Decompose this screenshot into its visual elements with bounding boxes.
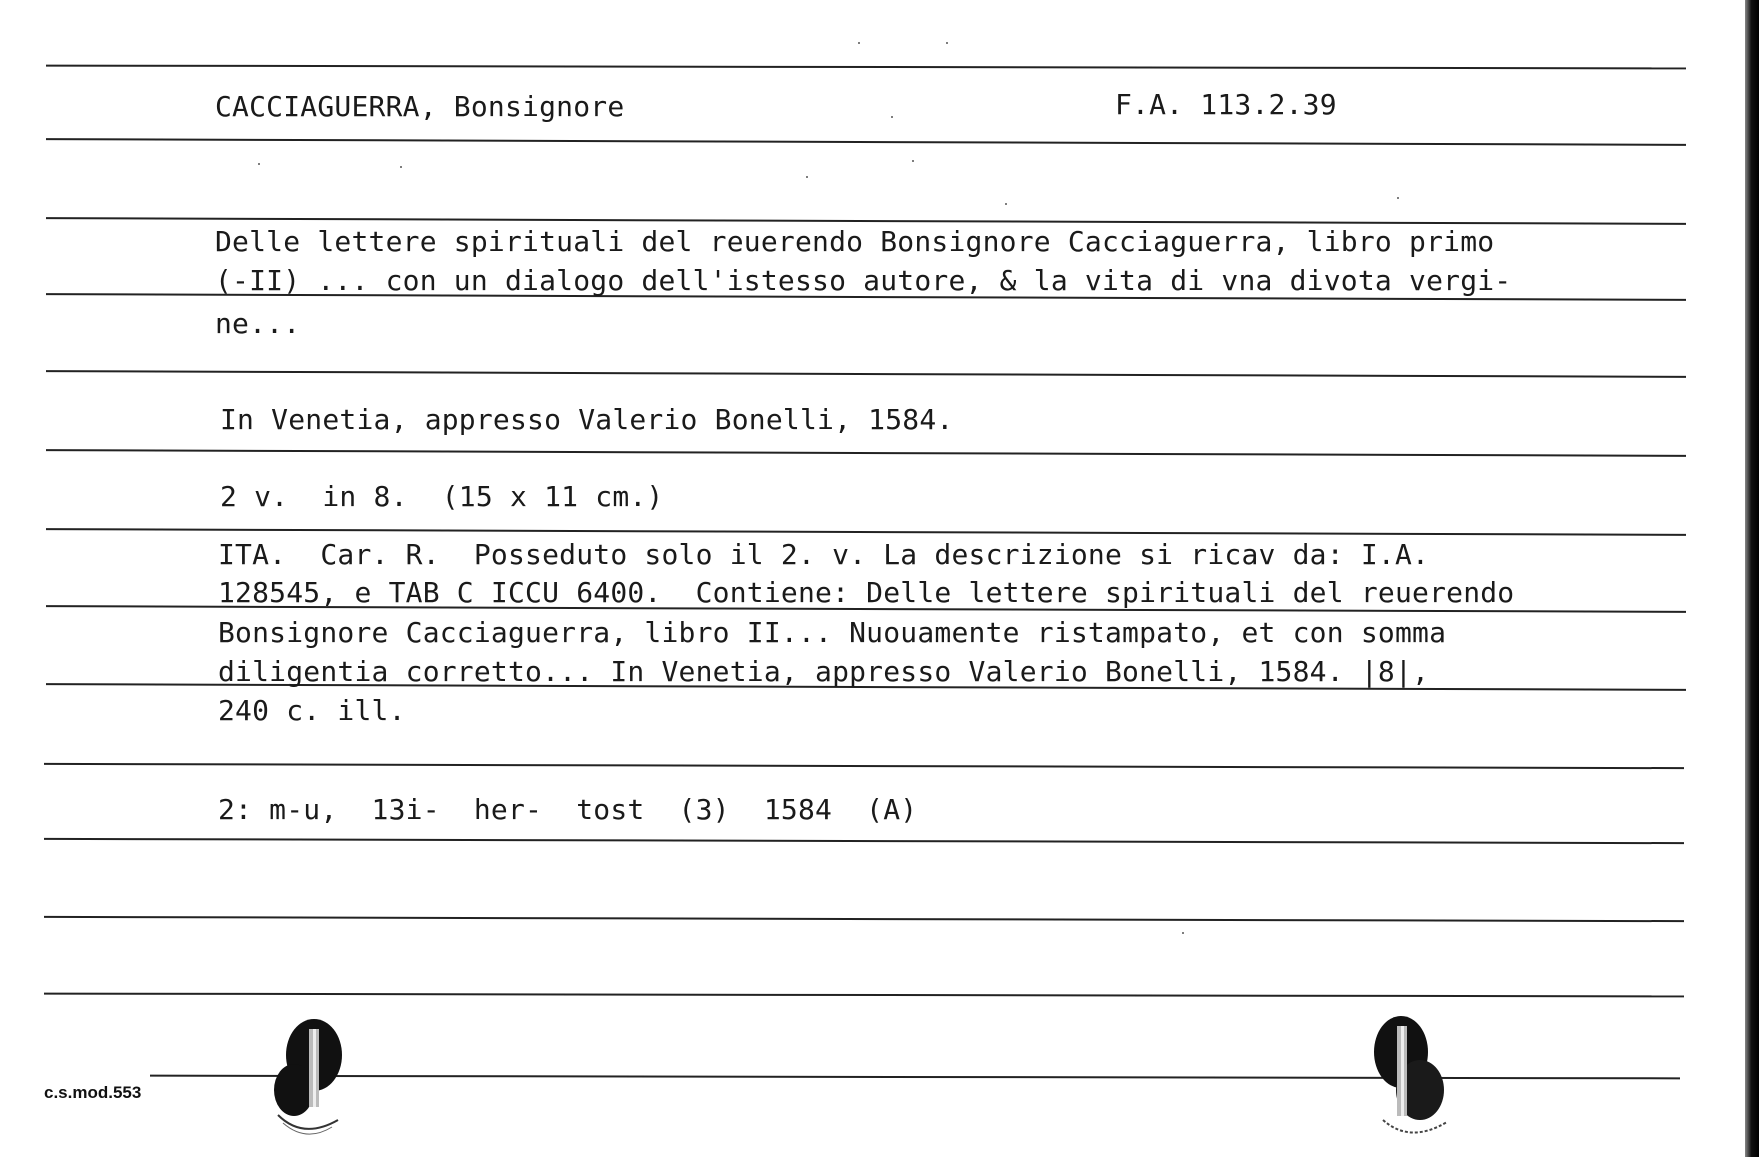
title-line: ne... [215,307,301,340]
ruled-line [46,65,1686,70]
scan-speck [912,160,914,162]
notes-line: 128545, e TAB C ICCU 6400. Contiene: Delle lettere spirituali del reuerendo [218,576,1515,609]
ruled-line [46,138,1686,146]
scan-speck [858,42,860,44]
ruled-line [46,370,1686,378]
notes-line: ITA. Car. R. Posseduto solo il 2. v. La descrizione si ricav da: I.A. [218,538,1430,571]
ruled-line [44,993,1684,998]
scan-speck [1397,197,1399,199]
scan-speck [1182,932,1184,934]
author-heading: CACCIAGUERRA, Bonsignore [215,90,625,123]
scan-speck [400,166,402,168]
scan-speck [946,42,948,44]
scan-speck [1005,203,1007,205]
scan-speck [891,116,893,118]
notes-line: 240 c. ill. [218,694,406,727]
shelfmark: F.A. 113.2.39 [1115,88,1337,121]
ruled-line [44,838,1684,844]
card-edge-shadow [1745,0,1759,1157]
ruled-line [44,763,1684,769]
imprint: In Venetia, appresso Valerio Bonelli, 1584. [220,403,954,436]
title-line: Delle lettere spirituali del reuerendo Bonsignore Cacciaguerra, libro primo [215,225,1495,258]
notes-line: Bonsignore Cacciaguerra, libro II... Nuouamente ristampato, et con somma [218,616,1447,649]
collation: 2 v. in 8. (15 x 11 cm.) [220,480,664,513]
title-line: (-II) ... con un dialogo dell'istesso autore, & la vita di vna divota vergi- [215,264,1512,297]
ruled-line [44,916,1684,922]
scan-speck [258,163,260,165]
notes-line: diligentia corretto... In Venetia, appresso Valerio Bonelli, 1584. |8|, [218,655,1430,688]
ruled-line [46,449,1686,457]
scan-speck [806,176,808,178]
form-code: c.s.mod.553 [44,1083,142,1102]
binder-hole-icon [258,1015,358,1145]
binder-hole-icon [1365,1012,1465,1147]
fingerprint: 2: m-u, 13i- her- tost (3) 1584 (A) [218,793,918,826]
